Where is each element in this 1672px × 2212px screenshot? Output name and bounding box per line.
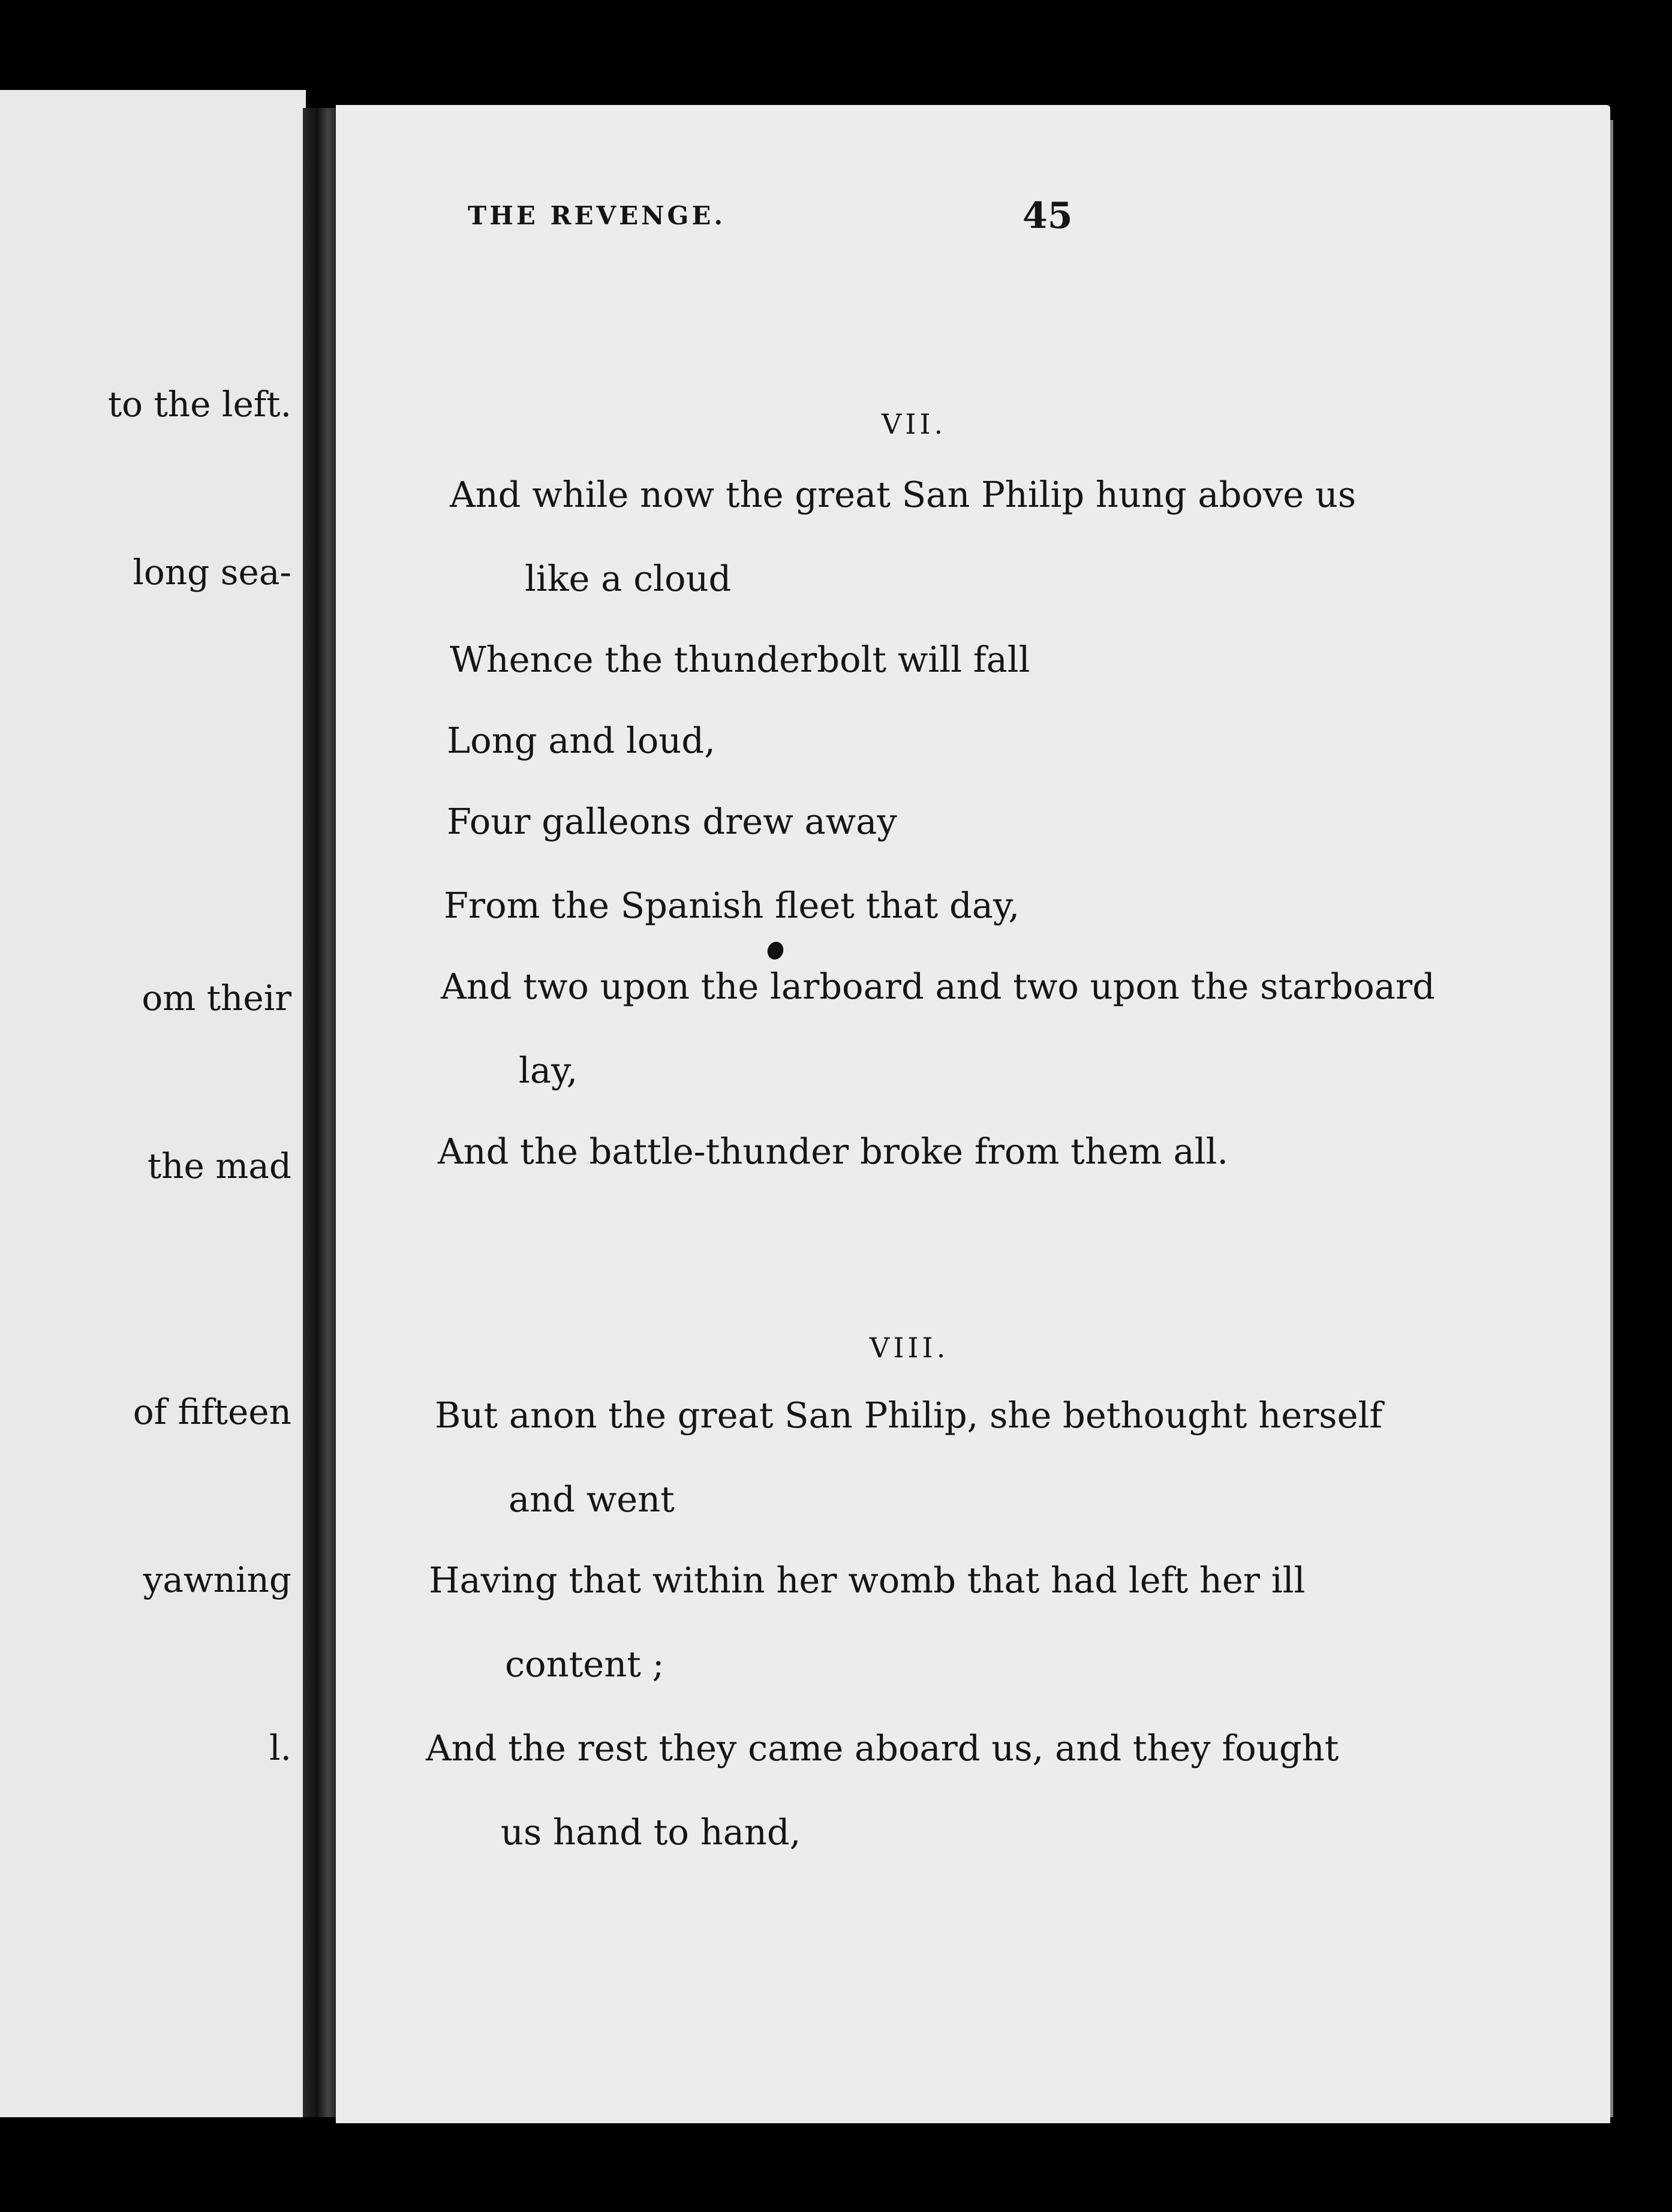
poem-line: content ; — [505, 1643, 664, 1685]
poem-line: But anon the great San Philip, she bethought herself — [435, 1394, 1383, 1436]
poem-line: From the Spanish fleet that day, — [444, 885, 1020, 926]
stanza-number: VIII. — [870, 1332, 949, 1364]
poem-line: and went — [509, 1478, 675, 1520]
stanza-number: VII. — [882, 408, 947, 440]
poem-line: Long and loud, — [447, 720, 715, 761]
running-head: THE REVENGE. — [468, 201, 726, 230]
left-page-line: of fifteen — [133, 1391, 291, 1432]
poem-line: And the battle-thunder broke from them all. — [438, 1131, 1229, 1172]
poem-line: Four galleons drew away — [447, 801, 897, 842]
poem-line: Whence the thunderbolt will fall — [450, 639, 1030, 680]
left-page-line: long sea- — [133, 552, 291, 593]
left-page-line: yawning — [143, 1559, 291, 1600]
page-number: 45 — [1023, 195, 1073, 237]
left-page-line: to the left. — [107, 384, 291, 425]
book-gutter — [303, 108, 339, 2117]
poem-line: And while now the great San Philip hung above us — [450, 474, 1357, 515]
poem-line: lay, — [519, 1050, 578, 1091]
left-page-line: l. — [269, 1727, 291, 1768]
left-page — [0, 90, 306, 2117]
poem-line: And two upon the larboard and two upon the starboard — [441, 966, 1435, 1007]
left-page-line: om their — [142, 978, 291, 1018]
poem-line: like a cloud — [525, 558, 732, 599]
poem-line: Having that within her womb that had left her ill — [429, 1559, 1306, 1601]
left-page-line: the mad — [147, 1146, 291, 1186]
poem-line: And the rest they came aboard us, and they fought — [426, 1727, 1339, 1769]
poem-line: us hand to hand, — [501, 1811, 801, 1853]
